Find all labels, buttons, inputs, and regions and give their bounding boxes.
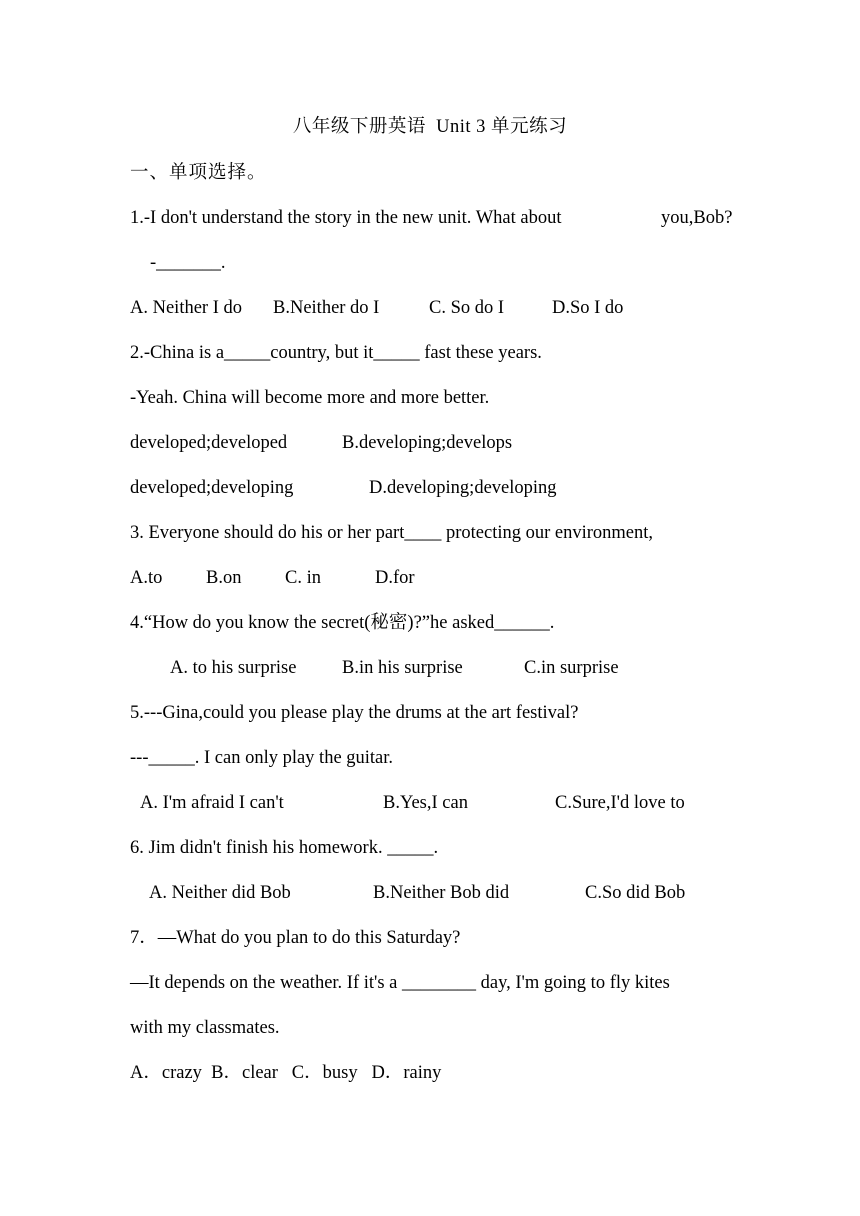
page-title: 八年级下册英语 Unit 3 单元练习: [292, 117, 568, 137]
q1-option-c: C. So do I: [429, 298, 505, 318]
q1-reply: -_______.: [150, 253, 226, 273]
q1-stem-end: you,Bob?: [661, 208, 733, 228]
q5-reply: ---_____. I can only play the guitar.: [130, 748, 394, 768]
q2-option-c: developed;developing: [130, 478, 294, 498]
q3-stem: 3. Everyone should do his or her part____ protecting our environment,: [130, 523, 654, 543]
q6-option-b: B.Neither Bob did: [373, 883, 510, 903]
q7-options: A．crazy B．clear C．busy D．rainy: [130, 1063, 442, 1083]
q5-option-a: A. I'm afraid I can't: [140, 793, 284, 813]
q1-option-a: A. Neither I do: [130, 298, 242, 318]
q7-reply-line2: with my classmates.: [130, 1018, 280, 1038]
q7-reply-line1: —It depends on the weather. If it's a ________ day, I'm going to fly kites: [130, 973, 670, 993]
q1-option-d: D.So I do: [552, 298, 624, 318]
q4-stem: 4.“How do you know the secret(秘密)?”he asked______.: [130, 613, 555, 633]
q3-option-b: B.on: [206, 568, 242, 588]
q2-stem: 2.-China is a_____country, but it_____ fast these years.: [130, 343, 542, 363]
q2-option-b: B.developing;develops: [342, 433, 513, 453]
q7-stem: 7．—What do you plan to do this Saturday?: [130, 928, 461, 948]
q2-option-a: developed;developed: [130, 433, 288, 453]
q2-reply: -Yeah. China will become more and more better.: [130, 388, 490, 408]
q6-option-a: A. Neither did Bob: [149, 883, 291, 903]
q4-option-a: A. to his surprise: [170, 658, 297, 678]
q1-option-b: B.Neither do I: [273, 298, 380, 318]
q1-stem: 1.-I don't understand the story in the new unit. What about: [130, 208, 562, 228]
q5-option-b: B.Yes,I can: [383, 793, 468, 813]
section-heading: 一、单项选择。: [130, 163, 267, 183]
q4-option-c: C.in surprise: [524, 658, 619, 678]
q6-stem: 6. Jim didn't finish his homework. _____.: [130, 838, 439, 858]
q4-option-b: B.in his surprise: [342, 658, 463, 678]
q3-option-d: D.for: [375, 568, 415, 588]
q2-option-d: D.developing;developing: [369, 478, 557, 498]
q3-option-c: C. in: [285, 568, 321, 588]
q5-stem: 5.---Gina,could you please play the drums at the art festival?: [130, 703, 579, 723]
q3-option-a: A.to: [130, 568, 163, 588]
q6-option-c: C.So did Bob: [585, 883, 686, 903]
q5-option-c: C.Sure,I'd love to: [555, 793, 685, 813]
